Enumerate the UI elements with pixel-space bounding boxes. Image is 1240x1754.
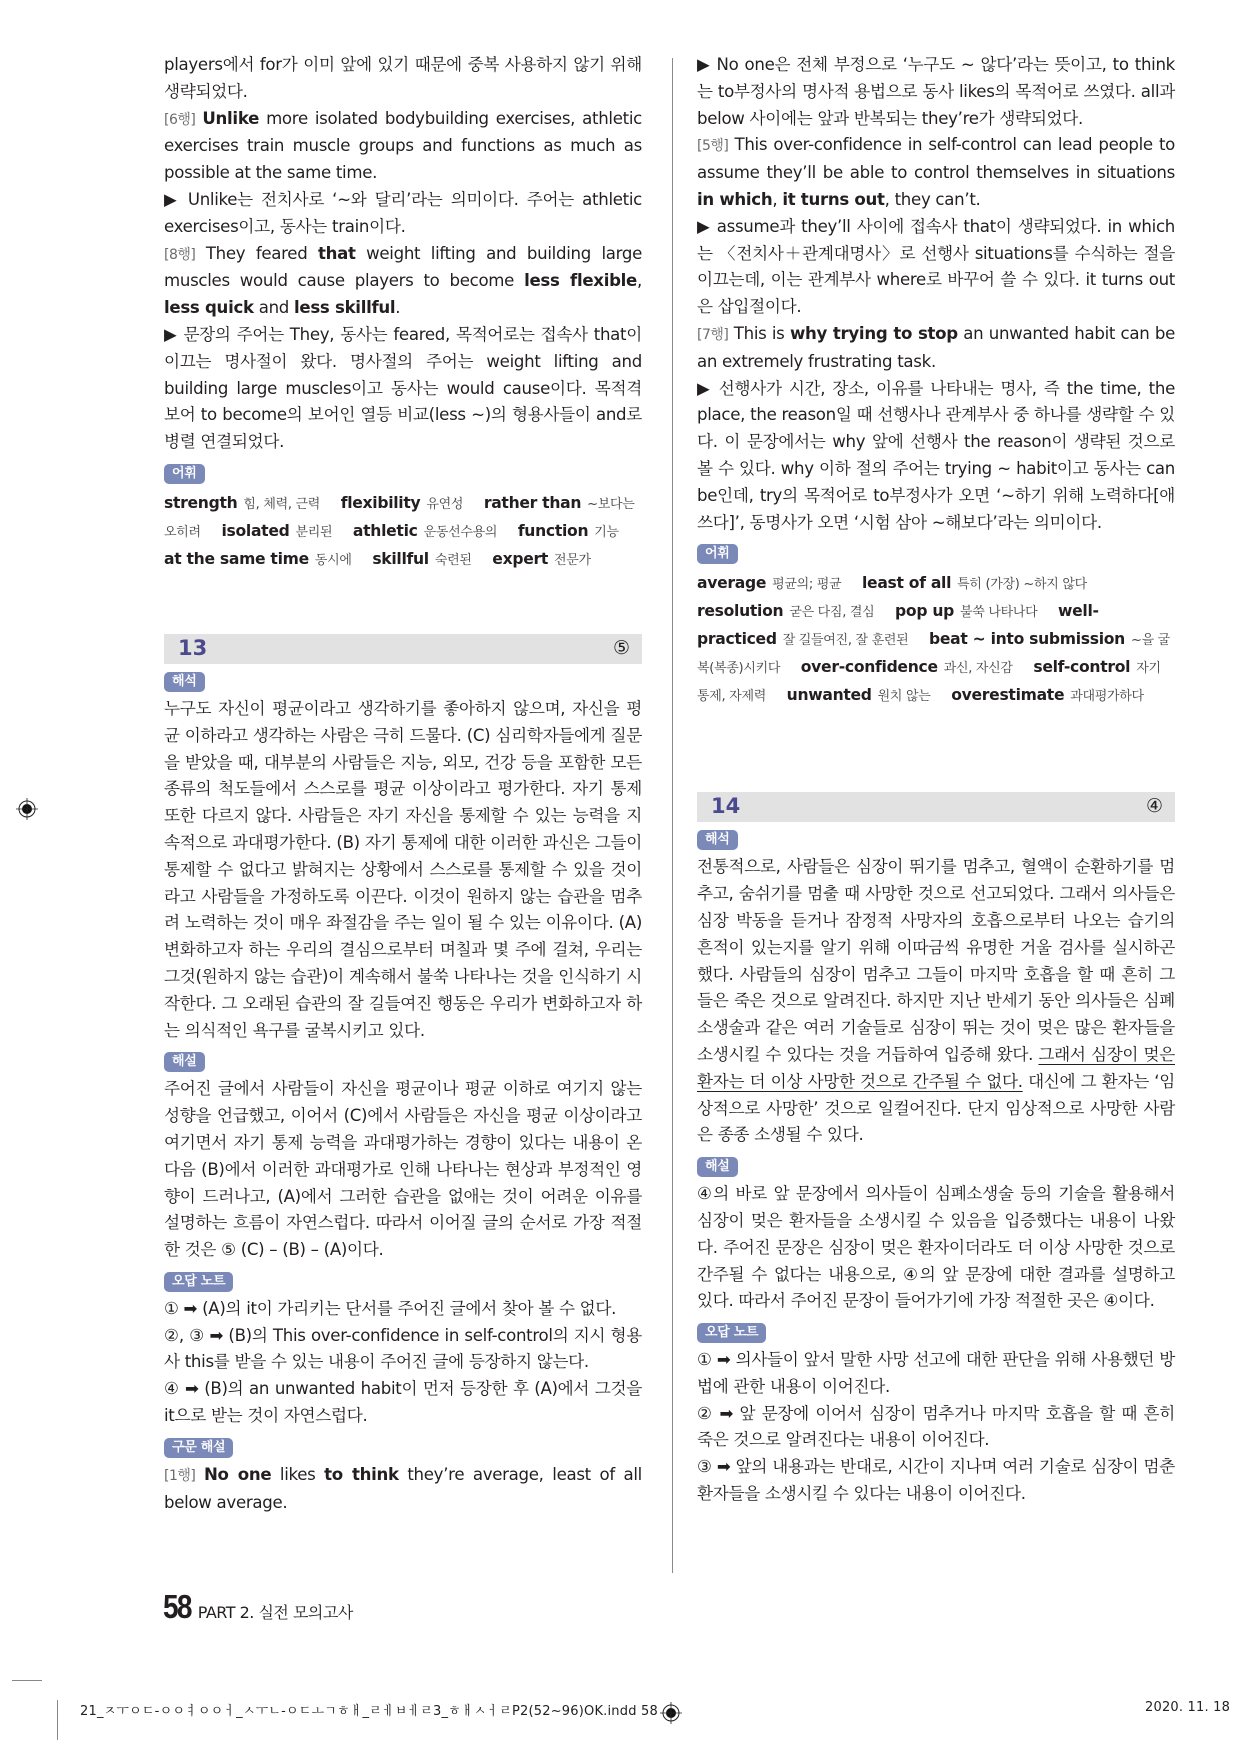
q14-wrong-note-1: ① ➡ 의사들이 앞서 말한 사망 선고에 대한 판단을 위해 사용했던 방법에 관한 내용이 이어진다. xyxy=(697,1350,1175,1396)
vocab-meaning: 불쑥 나타나다 xyxy=(959,605,1038,621)
vocab-word: strength xyxy=(164,493,238,512)
vocab-list xyxy=(164,490,642,574)
sentence-text: , xyxy=(637,271,642,291)
vocab-list xyxy=(697,570,1175,710)
right-column xyxy=(697,52,1175,1508)
vocab-tag: 어휘 xyxy=(164,464,205,484)
vocab-word: function xyxy=(517,521,589,540)
sentence-text: an unwanted habit can be an extremely frustrating task. xyxy=(697,323,1175,371)
bold-phrase: less quick xyxy=(164,298,254,318)
crop-mark xyxy=(12,1680,42,1681)
translation-text: 대신에 그 환자는 ‘임상적으로 사망한’ 것으로 일컬어진다. 단지 임상적으로 사망한 사람은 종종 소생될 수 있다. xyxy=(697,1071,1175,1145)
vocab-meaning: ~을 굴복(복종)시키다 xyxy=(697,633,1170,677)
sentence-text: likes xyxy=(271,1464,325,1484)
vocab-meaning: 전문가 xyxy=(554,552,591,568)
bold-phrase: Unlike xyxy=(202,108,260,128)
vocab-word: well-practiced xyxy=(697,602,1099,649)
print-slug xyxy=(80,1700,658,1719)
vocab-meaning: 굳은 다짐, 결심 xyxy=(789,605,875,621)
grammar-line-8 xyxy=(164,241,642,322)
vocab-word: beat ~ into submission xyxy=(929,630,1125,649)
vocab-tag: 어휘 xyxy=(697,544,738,564)
q13-translation: 누구도 자신이 평균이라고 생각하기를 좋아하지 않으며, 자신을 평균 이하라고 생각하는 사람은 극히 드물다. (C) 심리학자들에게 질문을 받았을 때, 대부분의 사람들은 지능, 외모, 건강 등을 포함한 모든 종류의 척도들에서 스스로를 평균 이상이라고 평가한다. 자기 통제 또한 다르지 않다. 사람들은 자기 자신을 통제할 수 있는 능력을 지속적으로 과대평가한다. (B) 자기 통제에 대한 이러한 과신은 그들이 통제할 수 없다고 밝혀지는 상황에서 스스로를 통제할 수 있을 것이라고 사람들을 가정하도록 이끈다. 이것이 원하지 않는 습관을 멈추려 노력하는 것이 매우 좌절감을 주는 일이 될 수 있는 이유이다. (A) 변화하고자 하는 우리의 결심으로부터 며칠과 몇 주에 걸쳐, 우리는 그것(원하지 않는 습관)이 계속해서 불쑥 나타나는 것을 인식하기 시작한다. 그 오래된 습관의 잘 길들여진 행동은 우리가 변화하고자 하는 의식적인 욕구를 굴복시키고 있다. xyxy=(164,698,642,1040)
answer-badge: ④ xyxy=(1145,795,1163,818)
bold-phrase: why trying to stop xyxy=(789,323,958,343)
syntax-note-7: ▶ 선행사가 시간, 장소, 이유를 나타내는 명사, 즉 the time, the place, the reason일 때 선행사나 관계부사 중 하나를 생략할 수 있다. 이 문장에서는 why 앞에 선행사 the reason이 생략된 것으로 볼 수 있다. why 이하 절의 주어는 trying ~ habit이고 동사는 can be인데, try의 목적어로 to부정사가 오면 ‘~하기 위해 노력하다[애쓰다]’, 동명사가 오면 ‘시험 삼아 ~해보다’라는 의미이다. xyxy=(697,378,1175,532)
registration-mark-icon xyxy=(16,798,38,820)
left-column xyxy=(164,52,642,1516)
bold-phrase: that xyxy=(317,243,356,263)
sentence-text: , xyxy=(772,189,783,209)
line-ref: [8행] xyxy=(164,246,196,263)
vocab-meaning: 운동선수용의 xyxy=(423,524,498,540)
part-title: PART 2. 실전 모의고사 xyxy=(197,1603,353,1622)
vocab-meaning: 원치 않는 xyxy=(877,689,931,705)
vocab-word: at the same time xyxy=(164,549,309,568)
q14-translation xyxy=(697,854,1175,1149)
vocab-word: resolution xyxy=(697,602,784,621)
sentence-text: This is xyxy=(728,323,790,343)
grammar-line-6 xyxy=(164,106,642,187)
sentence-text: and xyxy=(253,298,295,318)
vocab-word: athletic xyxy=(352,521,418,540)
bold-phrase: less flexible xyxy=(524,271,638,291)
vocab-word: flexibility xyxy=(340,493,421,512)
vocab-meaning: 유연성 xyxy=(426,496,464,512)
bold-phrase: No one xyxy=(203,1464,272,1484)
line-ref: [5행] xyxy=(697,138,729,155)
syntax-line-5 xyxy=(697,132,1175,213)
bold-phrase: less skillful xyxy=(294,298,396,318)
crop-mark xyxy=(57,1700,58,1740)
vocab-meaning: 기능 xyxy=(594,524,619,540)
underlined-sentence: 그래서 심장이 멎은 환자는 더 이상 사망한 것으로 간주될 수 없다. xyxy=(697,1044,1175,1091)
bold-phrase: in which xyxy=(697,189,773,209)
explanation-tag: 해설 xyxy=(164,1052,205,1072)
q14-wrong-note-3: ③ ➡ 앞의 내용과는 반대로, 시간이 지나며 여러 기술로 심장이 멈춘 환자들을 소생시킬 수 있다는 내용이 이어진다. xyxy=(697,1457,1175,1504)
print-date: 2020. 11. 18 xyxy=(1145,1700,1231,1715)
sentence-text: , they can’t. xyxy=(884,189,981,209)
grammar-note-8: ▶ 문장의 주어는 They, 동사는 feared, 목적어로는 접속사 that이 이끄는 명사절이 왔다. 명사절의 주어는 weight lifting and building large muscles이고 동사는 would cause이다. 목적격 보어 to become의 보어인 열등 비교(less ~)의 형용사들이 and로 병렬 연결되었다. xyxy=(164,324,642,452)
answer-badge: ⑤ xyxy=(612,636,630,659)
vocab-meaning: 특히 (가장) ~하지 않다 xyxy=(957,577,1087,593)
translation-tag: 해석 xyxy=(164,672,205,692)
vocab-word: isolated xyxy=(221,521,290,540)
column-divider xyxy=(672,58,673,1573)
slug-filename: 21_ㅈㅜㅇㄷ-ㅇㅇㅕㅇㅇㅓ_ㅅㅜㄴ-ㅇㄷㅗㄱㅎㅐ_ㄹㅔㅂㅔㄹ3_ㅎㅐㅅㅓㄹP2(52~96)OK.indd 58 xyxy=(80,1704,658,1719)
q13-explanation: 주어진 글에서 사람들이 자신을 평균이나 평균 이하로 여기지 않는 성향을 언급했고, 이어서 (C)에서 사람들은 자신을 평균 이상이라고 여기면서 자기 통제 능력을 과대평가하는 경향이 있다는 내용이 온 다음 (B)에서 이러한 과대평가로 인해 나타나는 현상과 부정적인 영향이 드러나고, (A)에서 그러한 습관을 없애는 것이 어려운 이유를 설명하는 흐름이 자연스럽다. 따라서 이어질 글의 순서로 가장 적절한 것은 ⑤ (C) – (B) – (A)이다. xyxy=(164,1079,642,1260)
sentence-text: they’re average, least of all below average. xyxy=(164,1464,642,1512)
q13-wrong-note-1: ① ➡ (A)의 it이 가리키는 단서를 주어진 글에서 찾아 볼 수 없다. xyxy=(164,1298,617,1318)
registration-mark-icon xyxy=(660,1702,682,1724)
vocab-word: self-control xyxy=(1033,658,1131,677)
sentence-text: weight lifting and building large muscles would cause players to become xyxy=(164,243,642,291)
vocab-word: pop up xyxy=(895,602,954,621)
q13-wrong-note-2: ②, ③ ➡ (B)의 This over-confidence in self-control의 지시 형용사 this를 받을 수 있는 내용이 주어진 글에 등장하지 않는다. xyxy=(164,1325,642,1372)
vocab-word: rather than xyxy=(483,493,582,512)
bold-phrase: it turns out xyxy=(782,189,885,209)
vocab-word: overestimate xyxy=(951,686,1065,705)
vocab-word: skillful xyxy=(372,549,429,568)
vocab-word: least of all xyxy=(862,574,952,593)
vocab-meaning: 과신, 자신감 xyxy=(943,661,1013,677)
wrong-note-tag: 오답 노트 xyxy=(164,1272,233,1292)
vocab-word: over-confidence xyxy=(800,658,938,677)
syntax-note-1: ▶ No one은 전체 부정으로 ‘누구도 ~ 않다’라는 뜻이고, to think는 to부정사의 명사적 용법으로 동사 likes의 목적어로 쓰였다. all과 below 사이에는 앞과 반복되는 they’re가 생략되었다. xyxy=(697,55,1175,128)
line-ref: [6행] xyxy=(164,111,196,128)
vocab-meaning: 잘 길들여진, 잘 훈련된 xyxy=(782,633,909,649)
vocab-meaning: ~보다는 오히려 xyxy=(164,496,635,540)
syntax-line-7 xyxy=(697,321,1175,376)
sentence-text: more isolated bodybuilding exercises, athletic exercises train muscle groups and functions as much as possible at the same time. xyxy=(164,108,642,183)
vocab-meaning: 평균의; 평균 xyxy=(772,577,842,593)
explanation-tag: 해설 xyxy=(697,1157,738,1177)
q13-wrong-note-3: ④ ➡ (B)의 an unwanted habit이 먼저 등장한 후 (A)에서 그것을 it으로 받는 것이 자연스럽다. xyxy=(164,1379,642,1426)
translation-text: 전통적으로, 사람들은 심장이 뛰기를 멈추고, 혈액이 순환하기를 멈추고, 숨쉬기를 멈출 때 사망한 것으로 선고되었다. 그래서 의사들은 심장 박동을 듣거나 잠정적 사망자의 호흡으로부터 나오는 습기의 흔적이 있는지를 알기 위해 이따금씩 유명한 거울 검사를 실시하곤 했다. 사람들의 심장이 멈추고 그들이 마지막 호흡을 할 때 흔히 그들은 죽은 것으로 알려진다. 하지만 지난 반세기 동안 의사들은 심폐소생술과 같은 여러 기술들로 심장이 뛰는 것이 멎은 많은 환자들을 소생시킬 수 있다는 것을 거듭하여 입증해 왔다. xyxy=(697,857,1175,1064)
intro-text: players에서 for가 이미 앞에 있기 때문에 중복 사용하지 않기 위해 생략되었다. xyxy=(164,55,642,101)
question-number: 14 xyxy=(711,794,741,819)
syntax-note-5: ▶ assume과 they’ll 사이에 접속사 that이 생략되었다. in which는 〈전치사＋관계대명사〉로 선행사 situations를 수식하는 절을 이끄는데, 이는 관계부사 where로 바꾸어 쓸 수 있다. it turns out은 삽입절이다. xyxy=(697,216,1175,317)
q14-explanation: ④의 바로 앞 문장에서 의사들이 심폐소생술 등의 기술을 활용해서 심장이 멎은 환자들을 소생시킬 수 있음을 입증했다는 내용이 나왔다. 주어진 문장은 심장이 멎은 환자이더라도 더 이상 사망한 것으로 간주될 수 없다는 내용으로, ④의 앞 문장에 대한 결과를 설명하고 있다. 따라서 주어진 문장이 들어가기에 가장 적절한 곳은 ④이다. xyxy=(697,1184,1175,1311)
vocab-meaning: 힘, 체력, 근력 xyxy=(243,496,321,512)
sentence-text: This over-confidence in self-control can lead people to assume they’ll be able to control themselves in situations xyxy=(697,135,1175,183)
question-14-header xyxy=(697,792,1175,822)
sentence-text: They feared xyxy=(195,243,318,263)
syntax-tag: 구문 해설 xyxy=(164,1438,233,1458)
syntax-line-1 xyxy=(164,1462,642,1517)
sentence-text: . xyxy=(395,298,401,318)
vocab-meaning: 분리된 xyxy=(295,524,333,540)
question-13-header xyxy=(164,634,642,664)
grammar-note-6: ▶ Unlike는 전치사로 ‘~와 달리’라는 의미이다. 주어는 athletic exercises이고, 동사는 train이다. xyxy=(164,189,642,236)
vocab-word: average xyxy=(697,574,767,593)
vocab-word: expert xyxy=(492,549,549,568)
wrong-note-tag: 오답 노트 xyxy=(697,1323,766,1343)
question-number: 13 xyxy=(178,635,208,660)
vocab-meaning: 자기 통제, 자제력 xyxy=(697,661,1161,705)
page-number: 58 xyxy=(163,1588,191,1625)
vocab-meaning: 과대평가하다 xyxy=(1070,689,1144,705)
line-ref: [1행] xyxy=(164,1467,196,1484)
vocab-meaning: 숙련된 xyxy=(434,552,472,568)
vocab-word: unwanted xyxy=(786,686,872,705)
q14-wrong-note-2: ② ➡ 앞 문장에 이어서 심장이 멈추거나 마지막 호흡을 할 때 흔히 죽은 것으로 알려진다는 내용이 이어진다. xyxy=(697,1403,1175,1450)
page-footer xyxy=(163,1588,353,1626)
line-ref: [7행] xyxy=(697,326,729,343)
bold-phrase: to think xyxy=(324,1464,399,1484)
translation-tag: 해석 xyxy=(697,830,738,850)
vocab-meaning: 동시에 xyxy=(314,552,352,568)
